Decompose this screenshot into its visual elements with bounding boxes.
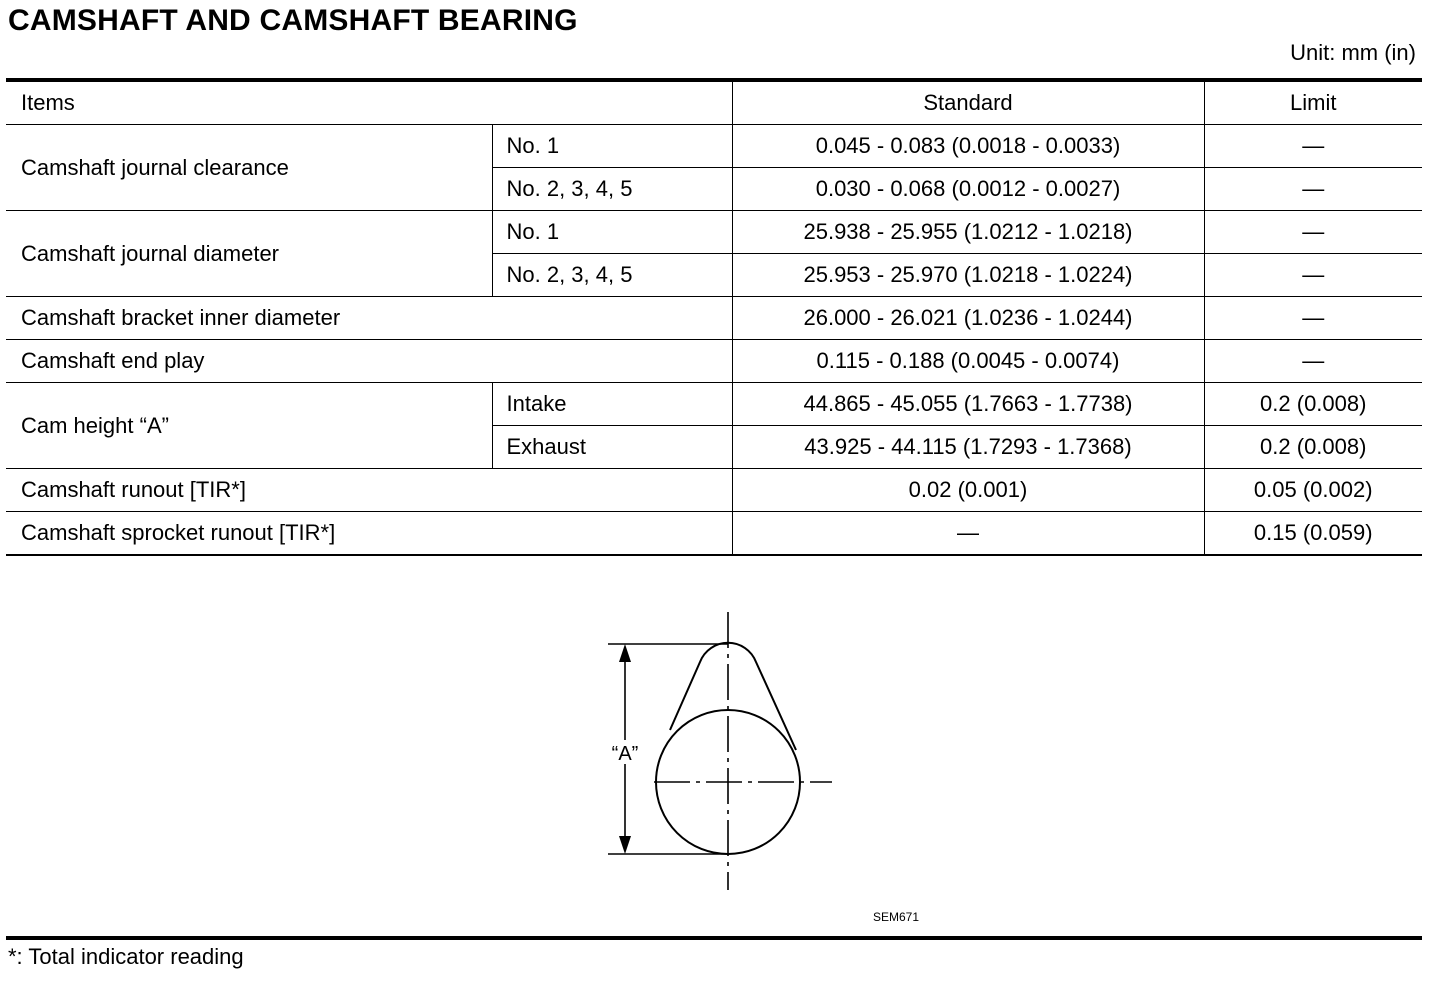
row-limit: — [1204, 297, 1422, 340]
arrow-down-icon [619, 836, 631, 854]
page-title: CAMSHAFT AND CAMSHAFT BEARING [8, 4, 578, 37]
row-limit: 0.2 (0.008) [1204, 383, 1422, 426]
table-header-row [6, 80, 1422, 125]
row-limit: 0.05 (0.002) [1204, 469, 1422, 512]
row-sub-label: No. 2, 3, 4, 5 [492, 254, 732, 297]
row-limit: 0.15 (0.059) [1204, 512, 1422, 556]
header-limit: Limit [1204, 80, 1422, 125]
figure-code: SEM671 [873, 910, 920, 924]
table-row [6, 125, 1422, 168]
header-standard: Standard [732, 80, 1204, 125]
table-row [6, 340, 1422, 383]
row-item: Camshaft bracket inner diameter [6, 297, 732, 340]
row-item: Camshaft sprocket runout [TIR*] [6, 512, 732, 556]
cam-height-diagram [560, 600, 860, 900]
row-item: Camshaft journal clearance [6, 125, 492, 211]
cam-lobe-outline [670, 643, 796, 750]
table-row [6, 297, 1422, 340]
table-row [6, 383, 1422, 426]
row-item: Camshaft journal diameter [6, 211, 492, 297]
row-standard: 25.953 - 25.970 (1.0218 - 1.0224) [732, 254, 1204, 297]
row-limit: — [1204, 125, 1422, 168]
row-limit: — [1204, 168, 1422, 211]
row-sub-label: Exhaust [492, 426, 732, 469]
row-standard: 0.030 - 0.068 (0.0012 - 0.0027) [732, 168, 1204, 211]
footnote: *: Total indicator reading [8, 944, 244, 969]
bottom-rule [6, 936, 1422, 940]
row-standard: 44.865 - 45.055 (1.7663 - 1.7738) [732, 383, 1204, 426]
dimension-label: “A” [611, 743, 639, 765]
row-standard: 0.045 - 0.083 (0.0018 - 0.0033) [732, 125, 1204, 168]
row-standard: 0.115 - 0.188 (0.0045 - 0.0074) [732, 340, 1204, 383]
row-limit: — [1204, 340, 1422, 383]
row-sub-label: No. 1 [492, 125, 732, 168]
row-limit: — [1204, 211, 1422, 254]
row-item: Cam height “A” [6, 383, 492, 469]
row-limit: — [1204, 254, 1422, 297]
row-standard: 25.938 - 25.955 (1.0212 - 1.0218) [732, 211, 1204, 254]
row-standard: 26.000 - 26.021 (1.0236 - 1.0244) [732, 297, 1204, 340]
row-limit: 0.2 (0.008) [1204, 426, 1422, 469]
row-sub-label: No. 1 [492, 211, 732, 254]
arrow-up-icon [619, 644, 631, 662]
spec-table [6, 78, 1422, 556]
row-standard: — [732, 512, 1204, 556]
unit-label: Unit: mm (in) [1290, 40, 1416, 65]
header-items: Items [6, 80, 732, 125]
row-standard: 43.925 - 44.115 (1.7293 - 1.7368) [732, 426, 1204, 469]
row-sub-label: No. 2, 3, 4, 5 [492, 168, 732, 211]
row-sub-label: Intake [492, 383, 732, 426]
table-row [6, 211, 1422, 254]
row-item: Camshaft runout [TIR*] [6, 469, 732, 512]
table-row [6, 512, 1422, 556]
table-row [6, 469, 1422, 512]
row-item: Camshaft end play [6, 340, 732, 383]
row-standard: 0.02 (0.001) [732, 469, 1204, 512]
